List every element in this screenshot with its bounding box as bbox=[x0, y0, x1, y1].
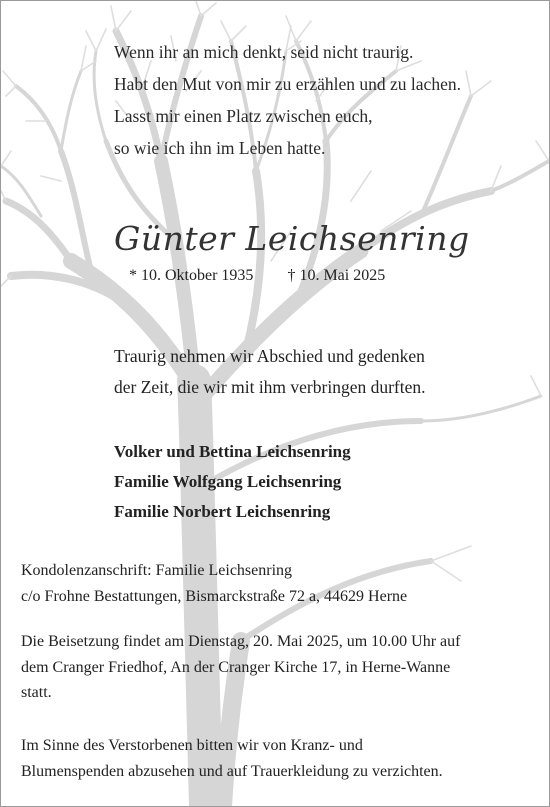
wish-line: Blumenspenden abzusehen und auf Trauerkleidung zu verzichten. bbox=[21, 762, 443, 780]
funeral-line: dem Cranger Friedhof, An der Cranger Kirche 17, in Herne-Wanne bbox=[21, 658, 451, 676]
family-member: Familie Wolfgang Leichsenring bbox=[114, 472, 342, 491]
mourning-line: der Zeit, die wir mit ihm verbringen durften. bbox=[114, 377, 426, 397]
condolence-address bbox=[21, 558, 407, 609]
family-member: Familie Norbert Leichsenring bbox=[114, 502, 331, 521]
mourning-line: Traurig nehmen wir Abschied und gedenken bbox=[114, 346, 425, 366]
wish-line: Im Sinne des Verstorbenen bitten wir von Kranz- und bbox=[21, 737, 363, 754]
deceased-wish bbox=[21, 733, 443, 784]
poem-line: Wenn ihr an mich denkt, seid nicht traurig. bbox=[114, 42, 414, 62]
poem bbox=[114, 36, 461, 164]
death-date: † 10. Mai 2025 bbox=[287, 267, 386, 284]
funeral-info bbox=[21, 629, 460, 706]
deceased-name: Günter Leichsenring bbox=[114, 219, 470, 258]
life-dates bbox=[129, 267, 385, 285]
poem-line: Habt den Mut von mir zu erzählen und zu lachen. bbox=[114, 74, 461, 94]
condolence-line: c/o Frohne Bestattungen, Bismarckstraße 72 a, 44629 Herne bbox=[21, 587, 408, 605]
funeral-line: statt. bbox=[21, 684, 52, 701]
family-list bbox=[114, 437, 351, 527]
funeral-line: Die Beisetzung findet am Dienstag, 20. Mai 2025, um 10.00 Uhr auf bbox=[21, 633, 461, 650]
poem-line: so wie ich ihn im Leben hatte. bbox=[114, 138, 326, 158]
poem-line: Lasst mir einen Platz zwischen euch, bbox=[114, 106, 373, 126]
birth-date: * 10. Oktober 1935 bbox=[129, 267, 254, 284]
family-member: Volker und Bettina Leichsenring bbox=[114, 442, 351, 461]
mourning-text bbox=[114, 341, 426, 403]
condolence-line: Kondolenzanschrift: Familie Leichsenring bbox=[21, 562, 293, 579]
